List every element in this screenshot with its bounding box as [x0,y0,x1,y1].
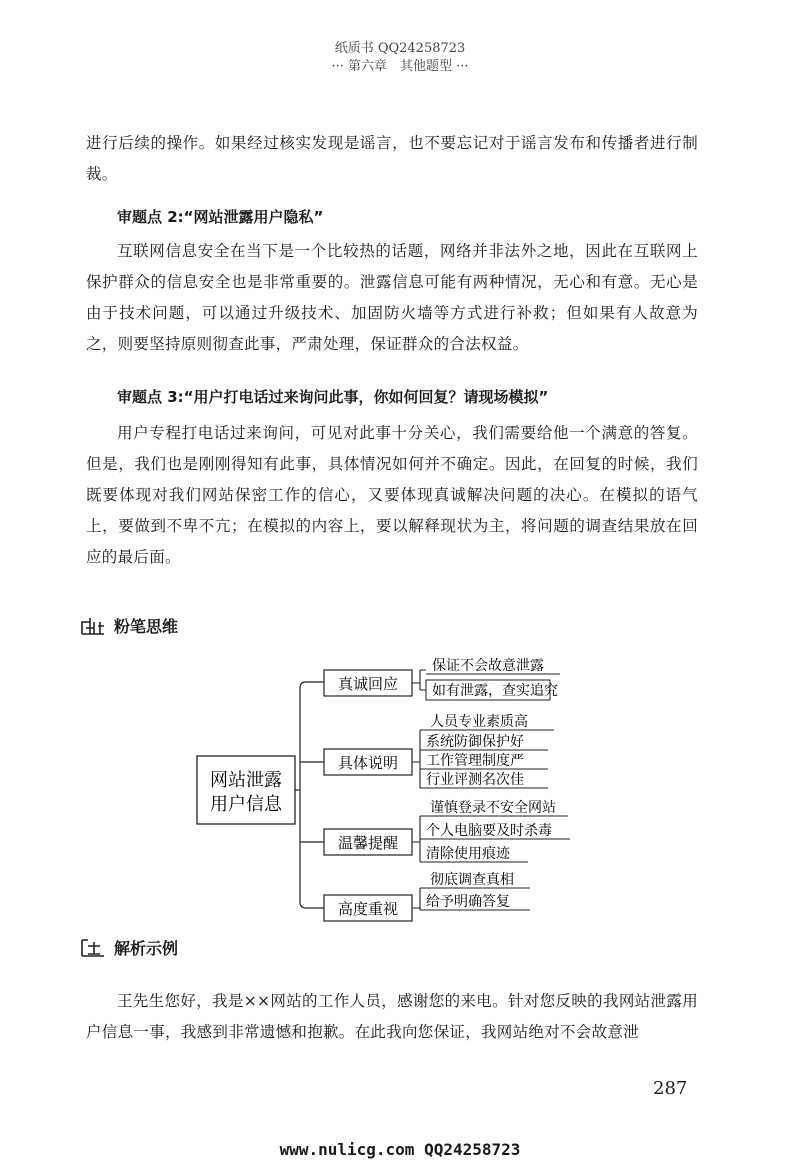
mindmap-root-line2: 用户信息 [210,794,282,815]
mindmap-leaf-4-2: 给予明确答复 [426,894,510,910]
footer-watermark: www.nulicg.com QQ24258723 [279,1140,521,1159]
heading-point-3: 审题点 3:“用户打电话过来询问此事，你如何回复？请现场模拟” [117,388,549,406]
mindmap-leaf-2-3: 工作管理制度严 [426,753,524,769]
mindmap-root-line1: 网站泄露 [210,770,282,791]
header-chapter: ··· 第六章 其他题型 ··· [331,59,469,74]
mindmap-leaf-1-2: 如有泄露，查实追究 [432,683,558,699]
example-section-label: 解析示例 [114,939,179,958]
mindmap-leaf-3-2: 个人电脑要及时杀毒 [426,823,552,839]
section-title-mindmap [80,614,178,637]
section-marker-icon [80,616,106,636]
mindmap-section-label: 粉笔思维 [114,617,179,636]
mindmap-leaf-2-4: 行业评测名次佳 [426,772,524,788]
paragraph-continued: 进行后续的操作。如果经过核实发现是谣言，也不要忘记对于谣言发布和传播者进行制裁。 [86,134,698,183]
mindmap-branch-1: 真诚回应 [337,675,399,693]
mindmap-branch-3: 温馨提醒 [337,834,399,852]
heading-point-2: 审题点 2:“网站泄露用户隐私” [117,208,324,226]
mindmap-leaf-4-1: 彻底调查真相 [430,872,514,888]
mindmap-branch-4: 高度重视 [337,900,399,918]
paragraph-point-2: 互联网信息安全在当下是一个比较热的话题，网络并非法外之地，因此在互联网上保护群众的信息安全也是非常重要的。泄露信息可能有两种情况，无心和有意。无心是由于技术问题，可以通过升级技术、加固防火墙等方式进行补救；但如果有人故意为之，则要坚持原则彻查此事，严肃处理，保证群众的合法权益。 [86,242,698,353]
paragraph-point-3: 用户专程打电话过来询问，可见对此事十分关心，我们需要给他一个满意的答复。但是，我们也是刚刚得知有此事，具体情况如何并不确定。因此，在回复的时候，我们既要体现对我们网站保密工作的信心，又要体现真诚解决问题的决心。在模拟的语气上，要做到不卑不亢；在模拟的内容上，要以解释现状为主，将问题的调查结果放在回应的最后面。 [86,424,698,566]
paragraph-example: 王先生您好，我是××网站的工作人员，感谢您的来电。针对您反映的我网站泄露用户信息一事，我感到非常遗憾和抱歉。在此我向您保证，我网站绝对不会故意泄 [86,992,698,1041]
mindmap-leaf-2-1: 人员专业素质高 [430,714,528,730]
section-title-example [80,936,178,959]
section-marker-icon [80,938,106,958]
running-header [0,40,800,76]
mindmap-leaf-3-3: 清除使用痕迹 [426,846,510,862]
mindmap-leaf-2-2: 系统防御保护好 [426,734,524,750]
mindmap-leaf-3-1: 谨慎登录不安全网站 [430,800,556,816]
mind-map-diagram [0,648,800,928]
mindmap-branch-2: 具体说明 [337,754,399,772]
page-number: 287 [653,1078,688,1099]
mindmap-leaf-1-1: 保证不会故意泄露 [432,658,544,674]
header-book-title: 纸质书 QQ24258723 [334,41,466,56]
